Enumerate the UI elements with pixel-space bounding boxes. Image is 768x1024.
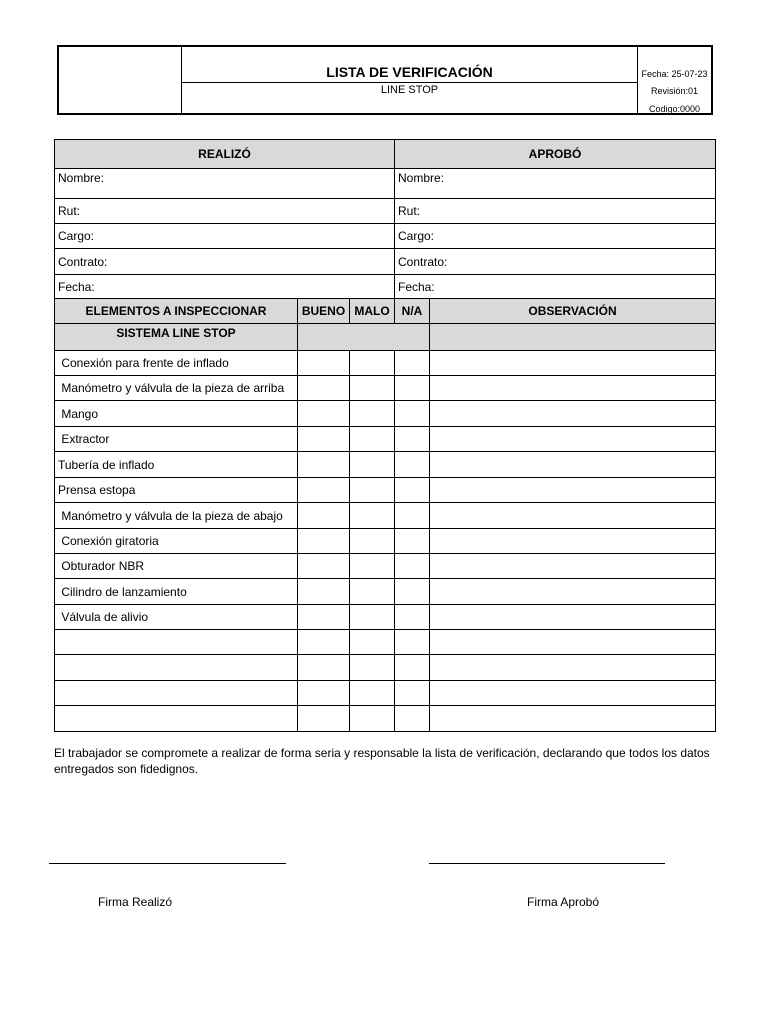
aprobo-header: APROBÓ	[395, 140, 716, 169]
aprobo-rut[interactable]: Rut:	[395, 199, 716, 224]
observacion-cell[interactable]	[430, 503, 716, 529]
malo-cell[interactable]	[350, 478, 395, 503]
malo-cell[interactable]	[350, 452, 395, 478]
na-cell[interactable]	[395, 351, 430, 376]
na-cell[interactable]	[395, 478, 430, 503]
observacion-cell[interactable]	[430, 681, 716, 706]
item-label: Cilindro de lanzamiento	[55, 579, 298, 605]
observacion-cell[interactable]	[430, 376, 716, 401]
observacion-cell[interactable]	[430, 579, 716, 605]
malo-cell[interactable]	[350, 681, 395, 706]
item-label: Extractor	[55, 427, 298, 452]
aprobo-nombre[interactable]: Nombre:	[395, 169, 716, 199]
signature-label-aprobo: Firma Aprobó	[527, 895, 600, 909]
document-meta	[638, 47, 711, 113]
signature-line-aprobo[interactable]	[429, 863, 665, 864]
document-subtitle: LINE STOP	[380, 84, 439, 96]
bueno-cell[interactable]	[298, 401, 350, 427]
item-label	[55, 630, 298, 655]
observacion-cell[interactable]	[430, 605, 716, 630]
item-label: Prensa estopa	[55, 478, 298, 503]
checklist-row	[55, 630, 716, 655]
checklist-row	[55, 529, 716, 554]
bueno-cell[interactable]	[298, 706, 350, 732]
bueno-cell[interactable]	[298, 655, 350, 681]
bueno-cell[interactable]	[298, 681, 350, 706]
checklist-row	[55, 427, 716, 452]
checklist-row	[55, 452, 716, 478]
observacion-cell[interactable]	[430, 427, 716, 452]
section-header: SISTEMA LINE STOP	[55, 324, 298, 351]
item-label	[55, 681, 298, 706]
col-malo-header: MALO	[350, 299, 395, 324]
col-na-header: N/A	[395, 299, 430, 324]
realizo-cargo[interactable]: Cargo:	[55, 224, 395, 249]
signature-line-realizo[interactable]	[49, 863, 286, 864]
item-label: Obturador NBR	[55, 554, 298, 579]
checklist-row	[55, 401, 716, 427]
realizo-rut[interactable]: Rut:	[55, 199, 395, 224]
realizo-header: REALIZÓ	[55, 140, 395, 169]
malo-cell[interactable]	[350, 579, 395, 605]
aprobo-cargo[interactable]: Cargo:	[395, 224, 716, 249]
item-label	[55, 655, 298, 681]
checklist-row	[55, 503, 716, 529]
observacion-cell[interactable]	[430, 452, 716, 478]
observacion-cell[interactable]	[430, 554, 716, 579]
malo-cell[interactable]	[350, 630, 395, 655]
col-obs-header: OBSERVACIÓN	[430, 299, 716, 324]
item-label: Manómetro y válvula de la pieza de arriba	[55, 376, 298, 401]
checklist-row	[55, 579, 716, 605]
realizo-contrato[interactable]: Contrato:	[55, 249, 395, 275]
bueno-cell[interactable]	[298, 427, 350, 452]
item-label: Manómetro y válvula de la pieza de abajo	[55, 503, 298, 529]
realizo-nombre[interactable]: Nombre:	[55, 169, 395, 199]
na-cell[interactable]	[395, 452, 430, 478]
observacion-cell[interactable]	[430, 706, 716, 732]
document-title: LISTA DE VERIFICACIÓN	[182, 47, 637, 83]
item-label: Válvula de alivio	[55, 605, 298, 630]
meta-revision: Revisión:01	[650, 86, 699, 96]
aprobo-fecha[interactable]: Fecha:	[395, 275, 716, 299]
malo-cell[interactable]	[350, 554, 395, 579]
checklist-row	[55, 478, 716, 503]
malo-cell[interactable]	[350, 605, 395, 630]
na-cell[interactable]	[395, 503, 430, 529]
bueno-cell[interactable]	[298, 452, 350, 478]
na-cell[interactable]	[395, 681, 430, 706]
malo-cell[interactable]	[350, 351, 395, 376]
bueno-cell[interactable]	[298, 478, 350, 503]
malo-cell[interactable]	[350, 503, 395, 529]
bueno-cell[interactable]	[298, 579, 350, 605]
na-cell[interactable]	[395, 427, 430, 452]
checklist-table	[54, 298, 716, 732]
checklist-row	[55, 351, 716, 376]
malo-cell[interactable]	[350, 376, 395, 401]
observacion-cell[interactable]	[430, 478, 716, 503]
col-elements-header: ELEMENTOS A INSPECCIONAR	[55, 299, 298, 324]
checklist-row	[55, 655, 716, 681]
col-bueno-header: BUENO	[298, 299, 350, 324]
na-cell[interactable]	[395, 554, 430, 579]
malo-cell[interactable]	[350, 529, 395, 554]
aprobo-contrato[interactable]: Contrato:	[395, 249, 716, 275]
na-cell[interactable]	[395, 706, 430, 732]
bueno-cell[interactable]	[298, 605, 350, 630]
checklist-row	[55, 681, 716, 706]
na-cell[interactable]	[395, 401, 430, 427]
bueno-cell[interactable]	[298, 554, 350, 579]
document-header	[57, 45, 713, 115]
observacion-cell[interactable]	[430, 351, 716, 376]
item-label: Mango	[55, 401, 298, 427]
bueno-cell[interactable]	[298, 503, 350, 529]
signature-label-realizo: Firma Realizó	[98, 895, 173, 909]
na-cell[interactable]	[395, 630, 430, 655]
checklist-row	[55, 376, 716, 401]
people-table	[54, 139, 716, 299]
item-label: Conexión giratoria	[55, 529, 298, 554]
bueno-cell[interactable]	[298, 529, 350, 554]
na-cell[interactable]	[395, 579, 430, 605]
malo-cell[interactable]	[350, 706, 395, 732]
section-shade-obs	[430, 324, 716, 351]
bueno-cell[interactable]	[298, 630, 350, 655]
declaration-text: El trabajador se compromete a realizar de forma seria y responsable la lista de verificación, declarando que todos los datos entregados son fidedignos.	[54, 746, 710, 776]
checklist-row	[55, 605, 716, 630]
item-label: Conexión para frente de inflado	[55, 351, 298, 376]
logo-area	[59, 47, 182, 113]
item-label	[55, 706, 298, 732]
section-shade	[298, 324, 430, 351]
malo-cell[interactable]	[350, 401, 395, 427]
observacion-cell[interactable]	[430, 655, 716, 681]
na-cell[interactable]	[395, 529, 430, 554]
observacion-cell[interactable]	[430, 630, 716, 655]
observacion-cell[interactable]	[430, 401, 716, 427]
meta-codigo: Codigo:0000	[648, 104, 701, 114]
bueno-cell[interactable]	[298, 351, 350, 376]
bueno-cell[interactable]	[298, 376, 350, 401]
checklist-row	[55, 706, 716, 732]
na-cell[interactable]	[395, 605, 430, 630]
na-cell[interactable]	[395, 655, 430, 681]
title-block	[182, 47, 638, 113]
realizo-fecha[interactable]: Fecha:	[55, 275, 395, 299]
malo-cell[interactable]	[350, 427, 395, 452]
observacion-cell[interactable]	[430, 529, 716, 554]
na-cell[interactable]	[395, 376, 430, 401]
checklist-row	[55, 554, 716, 579]
item-label: Tubería de inflado	[55, 452, 298, 478]
meta-fecha: Fecha: 25-07-23	[641, 69, 708, 79]
malo-cell[interactable]	[350, 655, 395, 681]
